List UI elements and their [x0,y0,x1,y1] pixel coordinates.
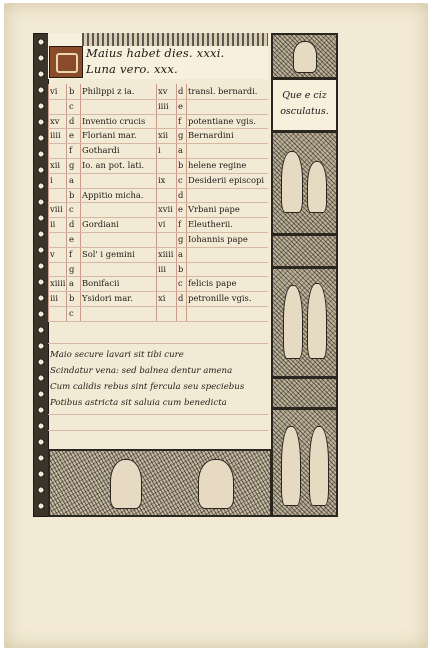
calendar-feast-name: petronille vgis. [188,293,252,304]
calendar-dominical-letter: e [178,100,183,111]
calendar-dominical-letter: c [69,100,74,111]
calendar-dominical-letter: b [178,263,184,274]
calendar-feast-name: Bernardini [188,130,234,141]
calendar-golden-number: xiiii [50,278,66,289]
calendar-dominical-letter: d [178,293,184,304]
calendar-golden-number: iiii [158,100,169,111]
calendar-row-rule [48,276,268,277]
calendar-dominical-letter: d [69,219,75,230]
floral-left-border [33,33,49,517]
calendar-dominical-letter: a [69,278,74,289]
calendar-golden-number: ix [158,174,166,185]
motto-line-1: Que e ciz [282,90,327,101]
calendar-feast-name: Iohannis pape [188,234,248,244]
calendar-row-rule [48,114,268,115]
figure-icon [309,426,329,506]
calendar-dominical-letter: d [69,115,75,126]
calendar-feast-name: Ysidori mar. [82,293,133,304]
calendar-dominical-letter: b [69,86,75,96]
woodcut-adam-eve-scene [271,408,338,517]
calendar-feast-name: Inventio crucis [82,115,146,126]
verse-line-1: Maio secure lavari sit tibi cure [50,350,184,360]
calendar-dominical-letter: f [69,248,73,259]
motto-box [271,78,338,132]
verse-line-4: Potibus astricta sit saluia cum benedicta [50,398,227,408]
figure-icon [307,161,327,213]
calendar-golden-number: xi [158,293,166,304]
calendar-feast-name: helene regine [188,160,247,170]
woodcut-scribe-scene [271,131,338,235]
calendar-row-rule [48,232,268,233]
calendar-golden-number: i [50,174,53,185]
calendar-feast-name: Sol' i gemini [82,248,135,259]
saint-figure-icon [293,41,317,73]
calendar-dominical-letter: e [69,130,74,141]
calendar-golden-number: v [50,248,55,259]
calendar-dominical-letter: c [69,308,74,318]
calendar-feast-name: Bonifacii [82,278,120,289]
figure-icon [281,151,303,213]
calendar-dominical-letter: g [178,234,184,244]
calendar-golden-number: ii [50,219,56,230]
calendar-feast-name: Io. an pot. lati. [82,160,145,170]
calendar-row-rule [48,173,268,174]
calendar-dominical-letter: b [178,160,184,170]
calendar-feast-name: Philippi z ia. [82,86,135,96]
header-ornament [82,33,268,46]
calendar-row-rule [48,158,268,159]
calendar-row-rule [48,143,268,144]
calendar-feast-name: Floriani mar. [82,130,137,141]
calendar-golden-number: viii [50,204,63,215]
figure-icon [281,426,301,506]
figure-icon [307,283,327,359]
calendar-dominical-letter: g [178,130,184,141]
calendar-table [48,84,268,322]
calendar-golden-number: xii [158,130,169,141]
calendar-dominical-letter: d [178,86,184,96]
calendar-dominical-letter: e [178,204,183,215]
calendar-row-rule [48,128,268,129]
ruled-line [48,414,268,415]
calendar-feast-name: Desiderii episcopi [188,174,265,185]
calendar-dominical-letter: c [178,174,183,185]
woodcut-ornament-band [271,377,338,409]
verse-line-3: Cum calidis rebus sint fercula seu speciebus [50,382,245,392]
calendar-golden-number: iii [50,293,59,304]
calendar-dominical-letter: a [69,174,74,185]
calendar-row-rule [48,202,268,203]
calendar-golden-number: xv [158,86,168,96]
calendar-feast-name: transl. bernardi. [188,86,258,96]
ruled-line [48,430,268,431]
woodcut-couple-scene [271,267,338,378]
calendar-dominical-letter: b [69,189,75,200]
header-line-1: Maius habet dies. xxxi. [86,46,225,60]
calendar-dominical-letter: c [178,278,183,289]
calendar-golden-number: vi [158,219,166,230]
calendar-golden-number: i [158,145,161,156]
woodcut-saint-portrait [271,33,338,79]
calendar-dominical-letter: e [69,234,74,244]
calendar-feast-name: potentiane vgis. [188,115,256,126]
motto-line-2: osculatus. [280,106,329,117]
calendar-row-rule [48,306,268,307]
calendar-row-rule [48,188,268,189]
calendar-golden-number: xvii [158,204,173,215]
calendar-feast-name: Eleutherii. [188,219,233,230]
decorated-initial [49,46,83,78]
figure-icon [283,285,303,359]
calendar-row-rule [48,217,268,218]
calendar-feast-name: Vrbani pape [188,204,240,215]
calendar-golden-number: iii [158,263,167,274]
calendar-row-rule [48,321,268,322]
calendar-dominical-letter: b [69,293,75,304]
calendar-golden-number: iiii [50,130,61,141]
calendar-feast-name: Appitio micha. [82,189,144,200]
calendar-dominical-letter: a [178,145,183,156]
calendar-row-rule [48,247,268,248]
figure-icon [198,459,234,509]
calendar-dominical-letter: f [69,145,73,156]
ruled-line [48,343,268,344]
figure-icon [110,459,142,509]
calendar-golden-number: vi [50,86,58,96]
header-line-2: Luna vero. xxx. [86,62,178,76]
calendar-golden-number: xv [50,115,60,126]
calendar-dominical-letter: g [69,160,75,170]
calendar-row-rule [48,291,268,292]
calendar-feast-name: felicis pape [188,278,237,289]
calendar-golden-number: xii [50,160,61,170]
calendar-row-rule [48,262,268,263]
calendar-row-rule [48,99,268,100]
calendar-dominical-letter: f [178,219,182,230]
verse-line-2: Scindatur vena: sed balnea dentur amena [50,366,233,376]
calendar-dominical-letter: c [69,204,74,215]
calendar-dominical-letter: g [69,263,75,274]
calendar-dominical-letter: d [178,189,184,200]
calendar-feast-name: Gordiani [82,219,119,230]
calendar-golden-number: xiiii [158,248,174,259]
calendar-feast-name: Gothardi [82,145,120,156]
calendar-dominical-letter: a [178,248,183,259]
calendar-dominical-letter: f [178,115,182,126]
woodcut-ornament-band [271,234,338,268]
woodcut-bottom-border [48,449,272,517]
